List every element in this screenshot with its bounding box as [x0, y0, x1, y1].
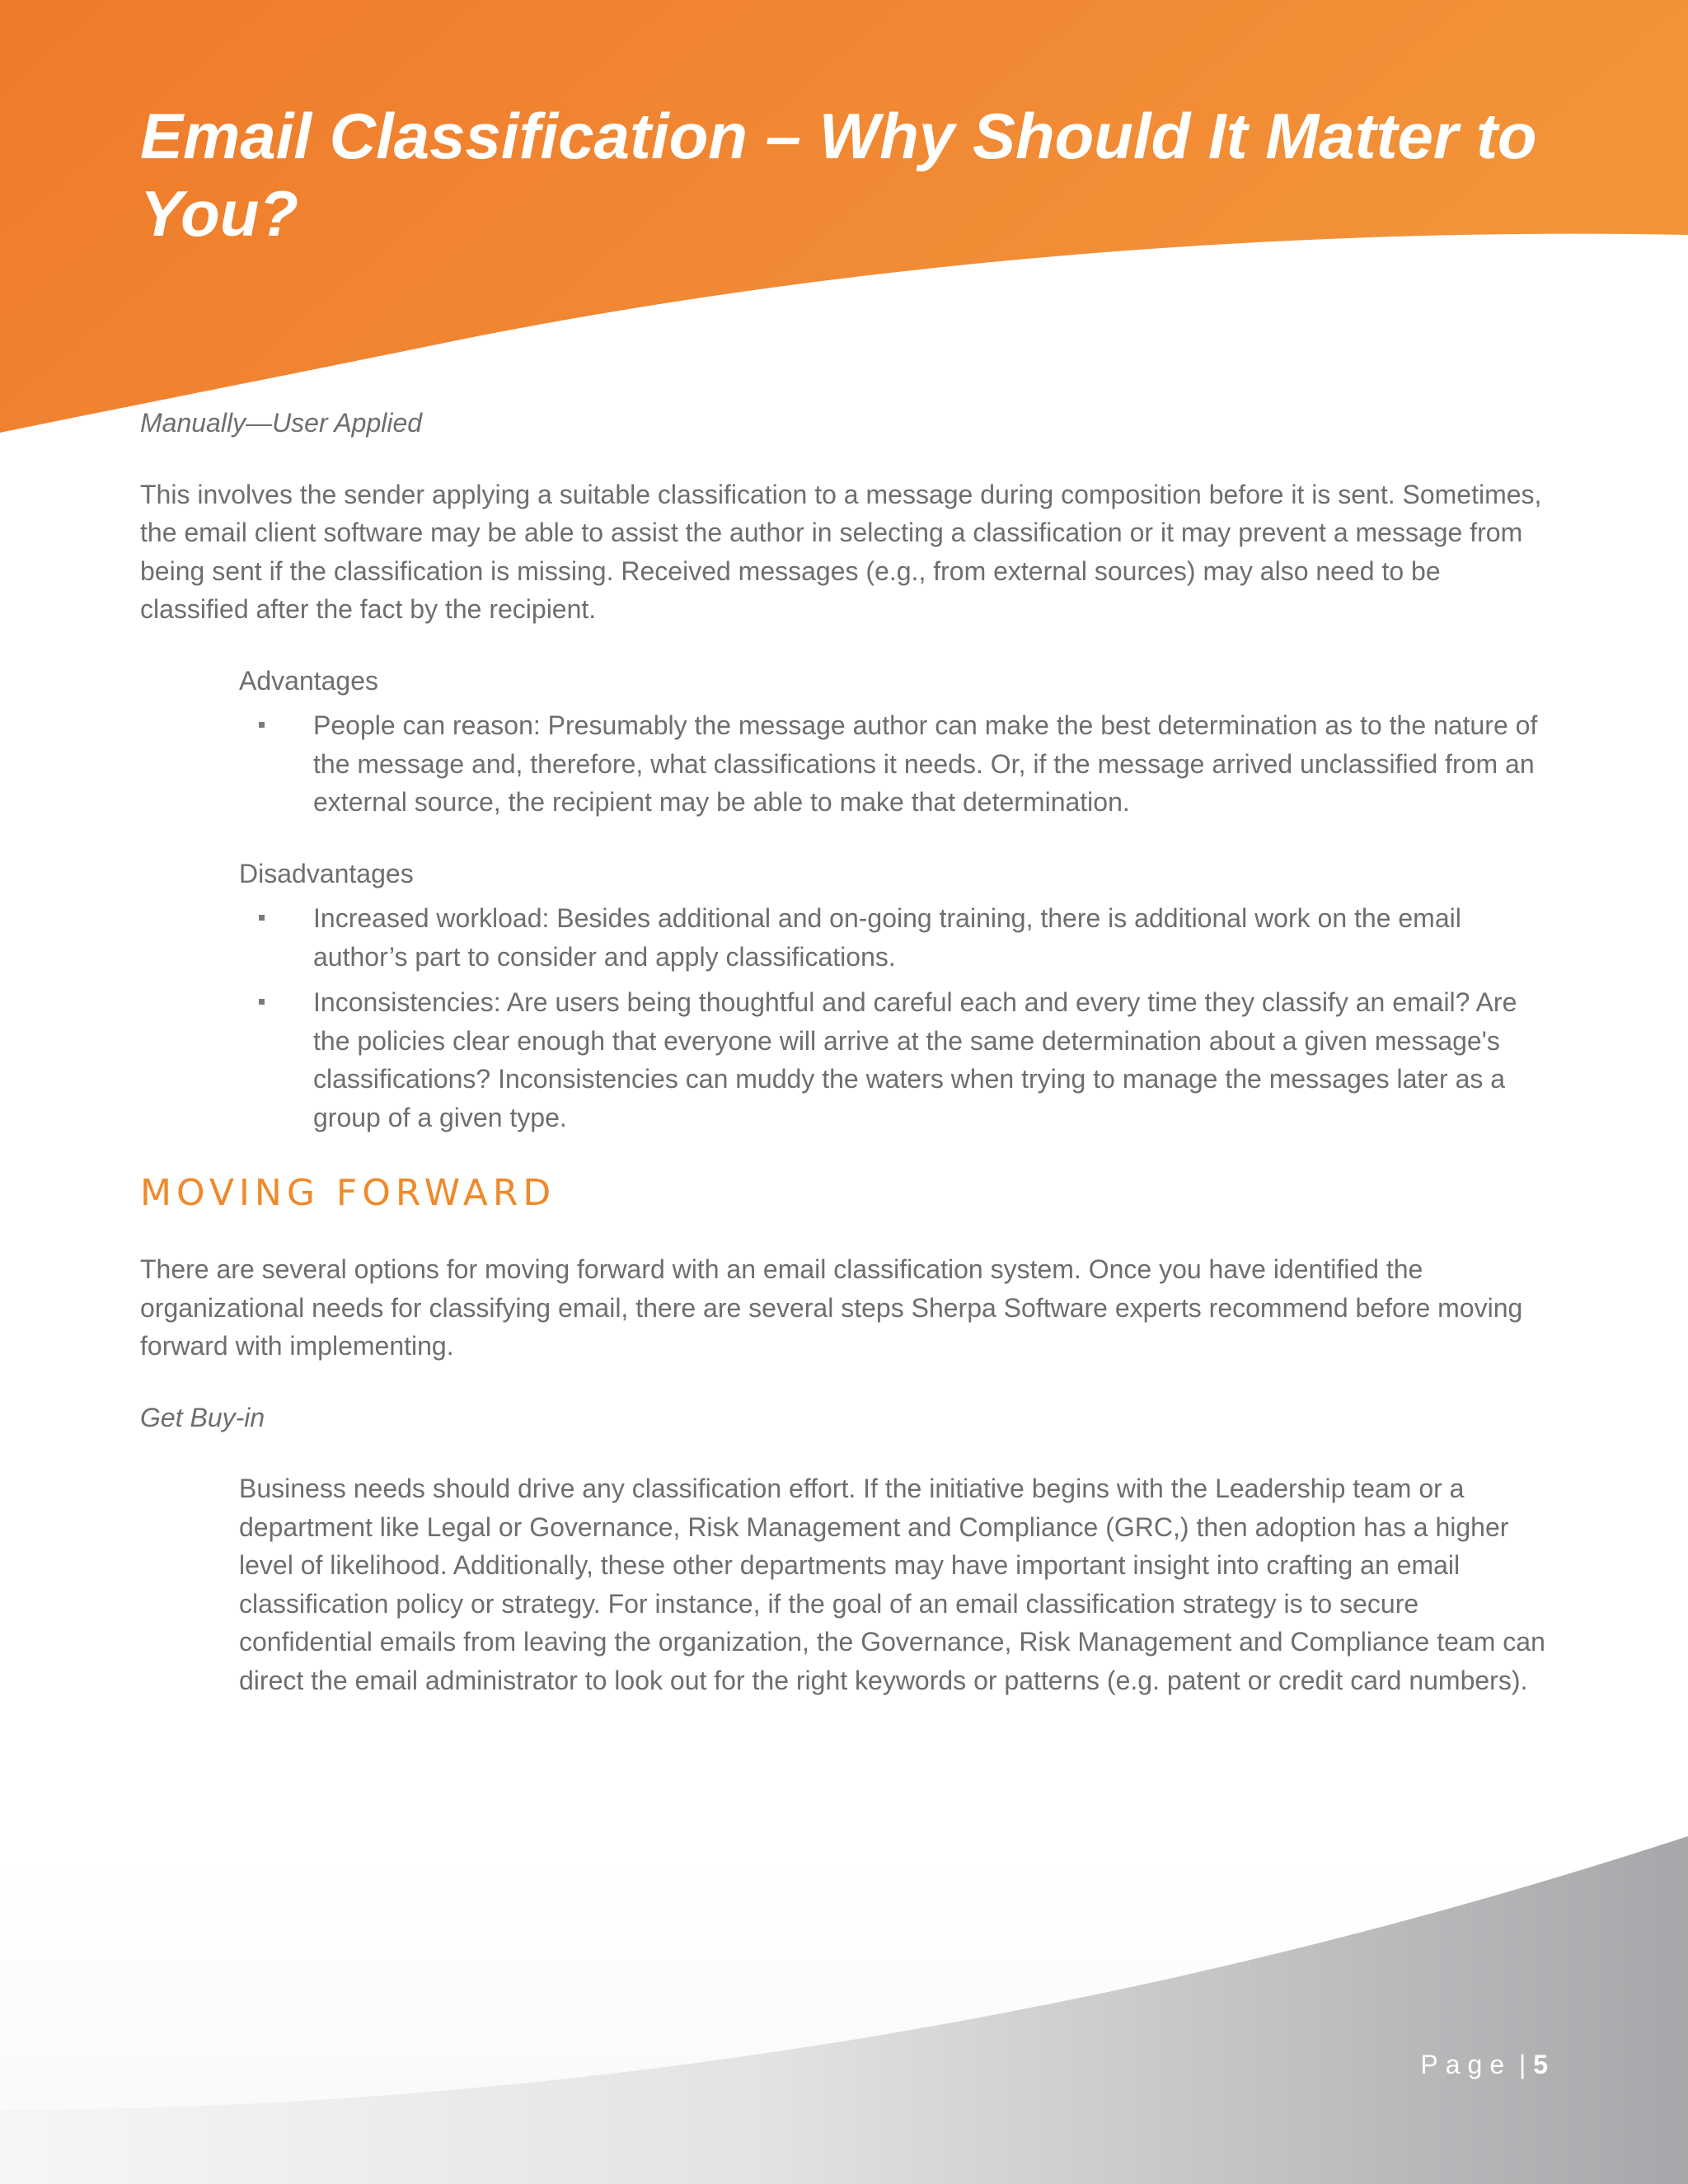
list-item-text: Inconsistencies: Are users being thoughtful and careful each and every time they classify an email? Are the policies clear enough that everyone will arrive at the same determination about a given message's classifications? Inconsistencies can muddy the waters when trying to manage the messages later as a group of a given type.: [313, 987, 1517, 1132]
list-item-text: Increased workload: Besides additional and on-going training, there is additional work on the email author’s part to consider and apply classifications.: [313, 903, 1461, 972]
bullet-icon: [259, 722, 265, 728]
section-subheading-manual: Manually—User Applied: [140, 408, 423, 438]
section-subheading-buy-in: Get Buy-in: [140, 1402, 265, 1432]
page-label: Page: [1420, 2050, 1512, 2079]
list-item: [313, 706, 1554, 822]
advantages-label: Advantages: [239, 665, 379, 696]
section-heading-moving-forward: MOVING FORWARD: [140, 1172, 556, 1214]
buy-in-description: Business needs should drive any classification effort. If the initiative begins with the Leadership team or a department like Legal or Governance, Risk Management and Compliance (GRC,) then adoption has a higher level of likelihood. Additionally, these other departments may have important insight into crafting an email classification policy or strategy. For instance, if the goal of an email classification strategy is to secure confidential emails from leaving the organization, the Governance, Risk Management and Compliance team can direct the email administrator to look out for the right keywords or patterns (e.g. patent or credit card numbers).: [239, 1474, 1545, 1695]
page-title: Email Classification – Why Should It Matter to You?: [140, 100, 1537, 250]
page-separator: |: [1519, 2050, 1526, 2079]
moving-forward-intro: There are several options for moving forward with an email classification system. Once you have identified the organizational needs for classifying email, there are several steps Sherpa Software experts recommend before moving forward with implementing.: [140, 1254, 1523, 1361]
page-content: [140, 404, 1554, 1732]
bullet-icon: [259, 915, 265, 921]
advantages-list: [140, 706, 1554, 822]
list-item-text: People can reason: Presumably the message author can make the best determination as to the nature of the message and, therefore, what classifications it needs. Or, if the message arrived unclassified from an external source, the recipient may be able to make that determination.: [313, 710, 1538, 817]
bullet-icon: [259, 999, 265, 1005]
disadvantages-label: Disadvantages: [239, 858, 414, 888]
list-item: [313, 899, 1554, 976]
page-number: 5: [1533, 2050, 1548, 2079]
manual-description: This involves the sender applying a suitable classification to a message during composition before it is sent. Sometimes, the email client software may be able to assist the author in selecting a classification or it may prevent a message from being sent if the classification is missing. Received messages (e.g., from external sources) may also need to be classified after the fact by the recipient.: [140, 479, 1542, 624]
list-item: [313, 983, 1554, 1137]
page-number-footer: [1420, 2050, 1548, 2080]
disadvantages-list: [140, 899, 1554, 1137]
